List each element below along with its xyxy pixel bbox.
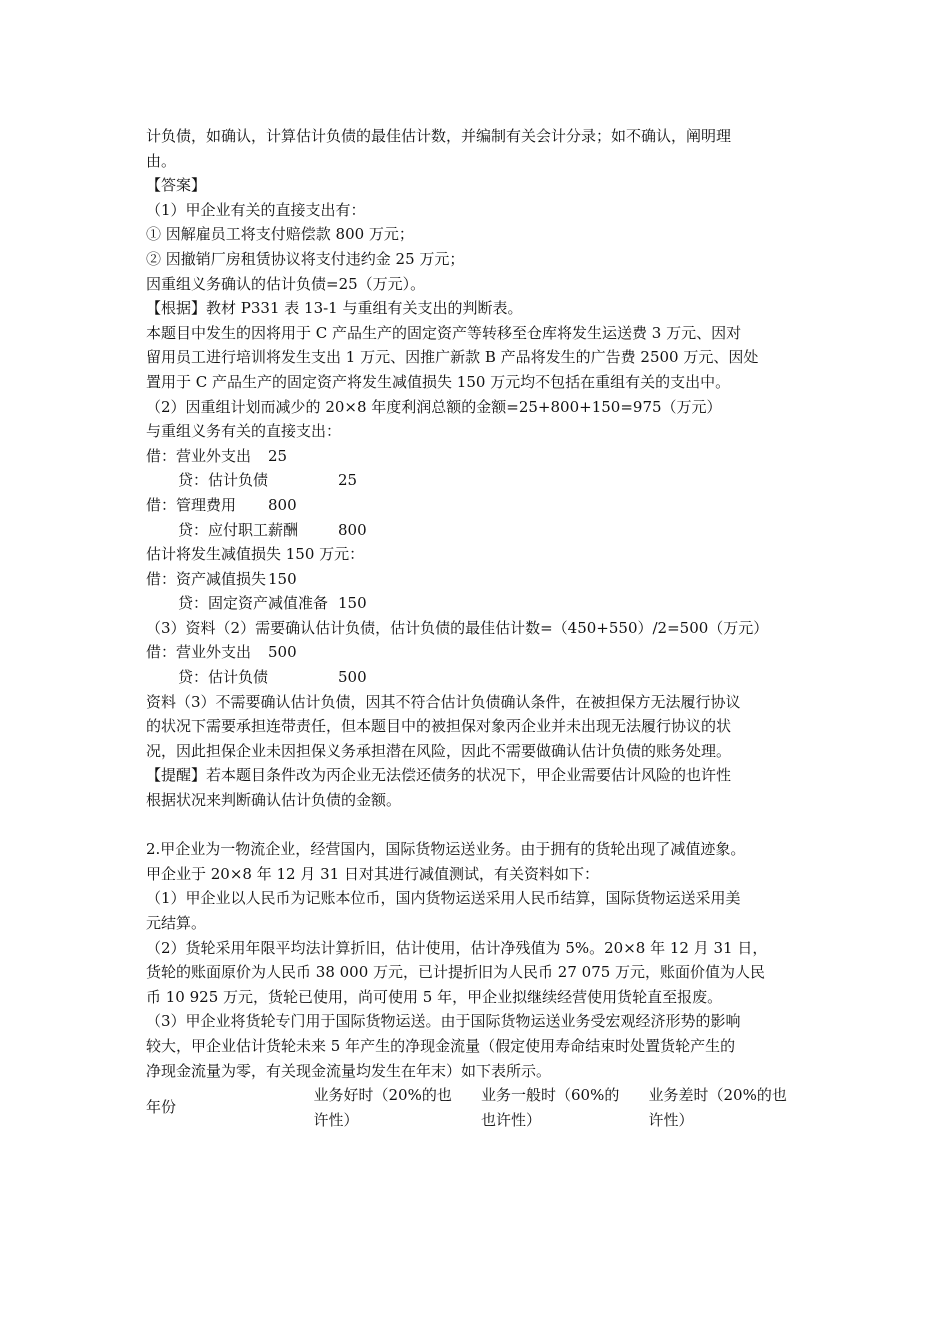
text-line: （2）货轮采用年限平均法计算折旧，估计使用，估计净残值为 5%。20×8 年 12 月 31 日，	[146, 938, 768, 957]
entry-amount: 150	[268, 569, 297, 588]
text-line: 因重组义务确认的估计负债=25（万元）。	[146, 274, 426, 293]
text-line: 2.甲企业为一物流企业，经营国内，国际货物运送业务。由于拥有的货轮出现了减值迹象。	[146, 840, 746, 859]
journal-entry	[146, 493, 816, 518]
journal-entry	[146, 518, 816, 543]
journal-entries-impairment	[146, 567, 816, 616]
entry-amount: 800	[268, 495, 297, 514]
entry-account: 贷：固定资产减值准备	[178, 594, 329, 613]
text-line: （1）甲企业以人民币为记账本位币，国内货物运送采用人民币结算，国际货物运送采用美	[146, 889, 741, 908]
table-header-good-1: 业务好时（20%的也	[313, 1086, 452, 1105]
entry-amount: 800	[338, 520, 367, 539]
journal-entry	[146, 468, 816, 493]
text-line: 币 10 925 万元，货轮已使用，尚可使用 5 年，甲企业拟继续经营使用货轮直至报废。	[146, 987, 723, 1006]
table-header-bad-1: 业务差时（20%的也	[648, 1086, 787, 1105]
entry-account: 借：营业外支出	[146, 643, 252, 662]
text-line: 【答案】	[146, 176, 207, 195]
table-header-good-2: 许性）	[313, 1110, 359, 1129]
text-line: 元结算。	[146, 914, 207, 932]
journal-entries-guarantee	[146, 640, 816, 689]
impairment-line: 估计将发生减值损失 150 万元：	[146, 545, 365, 564]
cashflow-table-header	[146, 1083, 816, 1132]
entry-amount: 150	[338, 594, 367, 613]
journal-entry	[146, 444, 816, 469]
entry-account: 借：管理费用	[146, 495, 237, 514]
text-line: 由。	[146, 151, 177, 170]
text-line: 根据状况来判断确认估计负债的金额。	[146, 791, 402, 810]
text-line: 留用员工进行培训将发生支出 1 万元、因推广新款 B 产品将发生的广告费 2500 万元、因处	[146, 348, 759, 367]
text-line: 甲企业于 20×8 年 12 月 31 日对其进行减值测试，有关资料如下：	[146, 864, 599, 883]
text-line: （3）甲企业将货轮专门用于国际货物运送。由于国际货物运送业务受宏观经济形势的影响	[146, 1012, 741, 1031]
entry-amount: 500	[338, 668, 367, 687]
text-line: 与重组义务有关的直接支出：	[146, 422, 342, 441]
guarantee-explanation	[146, 690, 816, 813]
paragraph-gap	[146, 813, 816, 838]
journal-entry	[146, 640, 816, 665]
table-header-bad-2: 许性）	[648, 1110, 694, 1129]
entry-amount: 25	[338, 471, 358, 490]
text-line: 净现金流量为零，有关现金流量均发生在年末）如下表所示。	[146, 1061, 552, 1080]
text-line: 置用于 C 产品生产的固定资产将发生减值损失 150 万元均不包括在重组有关的支出中。	[146, 372, 731, 391]
part3-line: （3）资料（2）需要确认估计负债，估计负债的最佳估计数=（450+550）/2=500（万元）	[146, 618, 769, 637]
text-line: 较大，甲企业估计货轮未来 5 年产生的净现金流量（假定使用寿命结束时处置货轮产生的	[146, 1036, 736, 1055]
table-header-normal-1: 业务一般时（60%的	[481, 1086, 620, 1105]
journal-entry	[146, 567, 816, 592]
text-line: 本题目中发生的因将用于 C 产品生产的固定资产等转移至仓库将发生运送费 3 万元、因对	[146, 323, 742, 342]
entry-account: 贷：估计负债	[178, 471, 269, 490]
entry-amount: 500	[268, 643, 297, 662]
journal-entry	[146, 591, 816, 616]
entry-amount: 25	[268, 446, 288, 465]
entry-account: 贷：应付职工薪酬	[178, 520, 299, 539]
text-line: 货轮的账面原价为人民币 38 000 万元，已计提折旧为人民币 27 075 万元，账面价值为人民	[146, 963, 766, 982]
entry-account: 借：资产减值损失	[146, 569, 267, 588]
question-2-text	[146, 837, 816, 1083]
text-line: 【提醒】若本题目条件改为丙企业无法偿还债务的状况下，甲企业需要估计风险的也许性	[146, 766, 732, 785]
table-header-year: 年份	[146, 1098, 177, 1117]
text-line: 计负债，如确认，计算估计负债的最佳估计数，并编制有关会计分录；如不确认，阐明理	[146, 127, 732, 145]
text-line: 况，因此担保企业未因担保义务承担潜在风险，因此不需要做确认估计负债的账务处理。	[146, 741, 732, 760]
text-line: ① 因解雇员工将支付赔偿款 800 万元；	[146, 225, 414, 244]
entry-account: 贷：估计负债	[178, 668, 269, 687]
journal-entries-restructuring	[146, 444, 816, 542]
text-line: ② 因撤销厂房租赁协议将支付违约金 25 万元；	[146, 249, 465, 268]
answer-text-block	[146, 124, 816, 444]
text-line: （1）甲企业有关的直接支出有：	[146, 200, 366, 219]
entry-account: 借：营业外支出	[146, 446, 252, 465]
text-line: （2）因重组计划而减少的 20×8 年度利润总额的金额=25+800+150=975（万元）	[146, 397, 722, 416]
text-line: 资料（3）不需要确认估计负债，因其不符合估计负债确认条件，在被担保方无法履行协议	[146, 692, 741, 711]
text-line: 【根据】教材 P331 表 13-1 与重组有关支出的判断表。	[146, 299, 523, 318]
table-header-normal-2: 也许性）	[481, 1110, 542, 1129]
document-page	[146, 124, 816, 1132]
text-line: 的状况下需要承担连带责任，但本题目中的被担保对象丙企业并未出现无法履行协议的状	[146, 717, 732, 736]
journal-entry	[146, 665, 816, 690]
